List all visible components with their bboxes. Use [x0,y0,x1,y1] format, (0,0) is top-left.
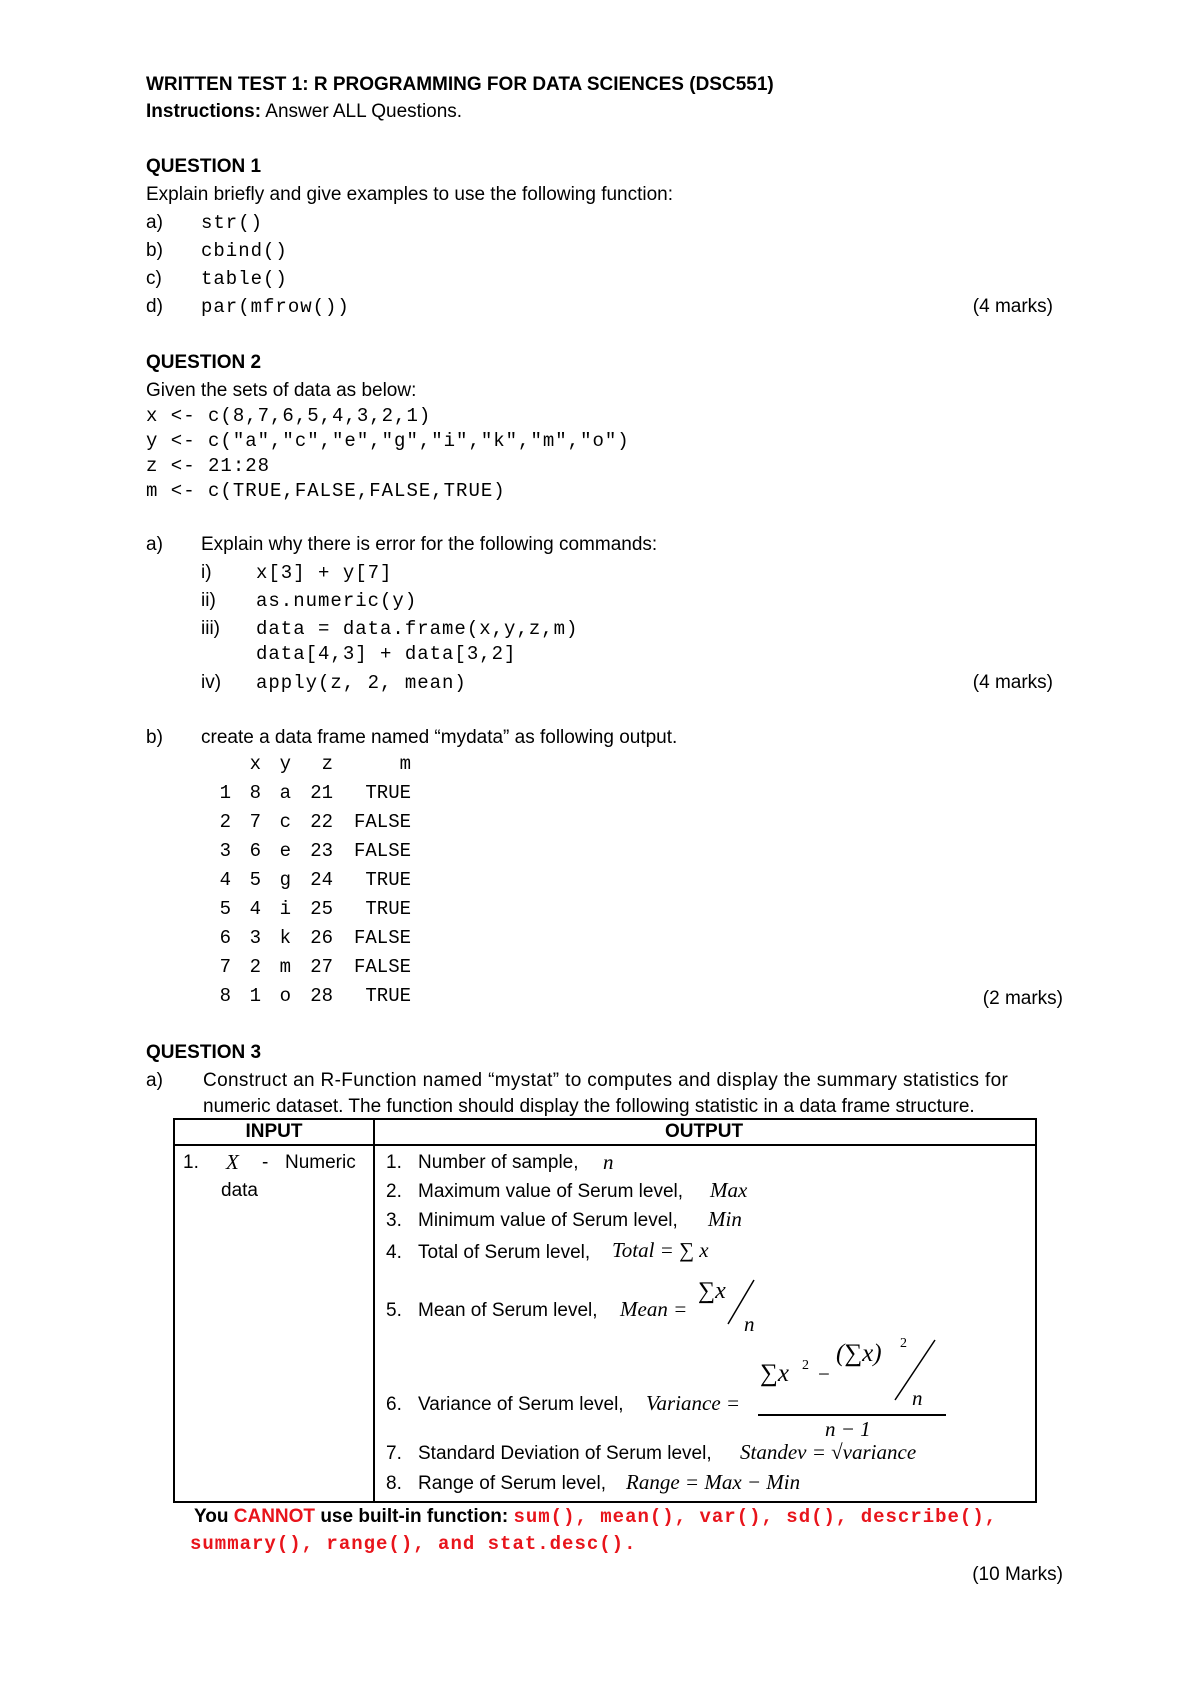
q2a-letter: a) [146,534,163,555]
output-formula: Range = Max − Min [626,1470,801,1494]
df-cell: TRUE [365,782,411,804]
q1-item-code: par(mfrow()) [201,296,350,318]
q1-item-code: str() [201,212,264,234]
instructions-text: Answer ALL Questions. [265,101,463,122]
mydata-row [213,956,411,985]
q1-item-letter: d) [146,296,163,317]
df-cell: TRUE [365,985,411,1007]
q2b-letter: b) [146,727,163,748]
mydata-row [213,811,411,840]
df-cell: a [279,782,291,804]
q3a-line2: numeric dataset. The function should display the following statistic in a data frame structure. [203,1096,975,1117]
output-formula: Max [710,1178,748,1202]
q2-heading: QUESTION 2 [146,352,262,373]
output-text: Total of Serum level, [418,1242,591,1263]
df-cell: 4 [219,869,231,891]
instructions [146,101,462,123]
q2-code-line: y <- c("a","c","e","g","i","k","m","o") [146,430,630,452]
variance-sum-paren: (∑x) [836,1340,882,1367]
output-text: Number of sample, [418,1152,579,1173]
df-header-cell: z [321,753,333,775]
variance-squared-1: 2 [802,1358,809,1373]
note-mid: use built-in function: [320,1506,509,1527]
q1-item-code: table() [201,268,288,290]
q2a-code: data = data.frame(x,y,z,m) [256,618,579,640]
output-text: Maximum value of Serum level, [418,1181,684,1202]
q3-heading: QUESTION 3 [146,1042,262,1063]
df-cell: c [279,811,291,833]
df-cell: 22 [310,811,333,833]
df-cell: FALSE [353,956,411,978]
mean-numerator: ∑x [698,1278,726,1304]
q2a-roman: iii) [201,618,220,639]
df-cell: FALSE [353,811,411,833]
table-header-output: OUTPUT [664,1121,744,1142]
df-cell: TRUE [365,869,411,891]
df-cell: i [279,898,291,920]
q2-code-line: m <- c(TRUE,FALSE,FALSE,TRUE) [146,480,506,502]
df-cell: 2 [219,811,231,833]
mydata-row [213,927,411,956]
df-cell: 5 [249,869,261,891]
df-cell: FALSE [353,927,411,949]
q3a-letter: a) [146,1070,163,1091]
df-cell: m [279,956,291,978]
exam-title: WRITTEN TEST 1: R PROGRAMMING FOR DATA SCIENCES (DSC551) [146,74,774,95]
output-num: 6. [386,1394,402,1415]
q2-code-line: x <- c(8,7,6,5,4,3,2,1) [146,405,432,427]
mydata-row [213,840,411,869]
table-column-divider [373,1120,375,1501]
df-cell: 6 [249,840,261,862]
output-text: Minimum value of Serum level, [418,1210,678,1231]
df-cell: 8 [249,782,261,804]
df-cell: 5 [219,898,231,920]
output-formula: Total = ∑ x [612,1238,709,1262]
output-num: 3. [386,1210,402,1231]
output-text: Variance of Serum level, [418,1394,624,1415]
df-cell: g [279,869,291,891]
df-cell: 23 [310,840,333,862]
df-cell: 21 [310,782,333,804]
output-num: 7. [386,1443,402,1464]
df-cell: o [279,985,291,1007]
df-cell: 26 [310,927,333,949]
variance-squared-2: 2 [900,1336,907,1351]
output-formula: Min [708,1207,742,1231]
q2a-roman: i) [201,562,212,583]
q1-item-code: cbind() [201,240,288,262]
df-cell: 7 [219,956,231,978]
df-cell: 7 [249,811,261,833]
mydata-row [213,869,411,898]
df-cell: 27 [310,956,333,978]
output-formula: Standev = √variance [740,1440,917,1464]
output-formula: n [603,1150,614,1174]
q1-item-letter: c) [146,268,162,289]
input-var: X [226,1150,239,1174]
note-prefix: You [194,1506,229,1527]
q2a-marks: (4 marks) [972,672,1053,693]
df-cell: e [279,840,291,862]
q2a-code: apply(z, 2, mean) [256,672,467,694]
output-formula: Mean = [620,1297,688,1321]
df-header-cell: x [249,753,261,775]
mydata-header-row [213,753,411,782]
instructions-label: Instructions: [146,101,262,122]
mydata-output-table [213,753,411,1014]
q3a-line1: Construct an R-Function named “mystat” to computes and display the summary statistics for [203,1070,1009,1091]
output-num: 4. [386,1242,402,1263]
note-functions-line2: summary(), range(), and stat.desc(). [190,1533,637,1555]
output-formula: Variance = [646,1391,741,1415]
q3-marks: (10 Marks) [972,1564,1063,1585]
df-cell: 8 [219,985,231,1007]
table-header-divider [175,1144,1035,1146]
output-text: Standard Deviation of Serum level, [418,1443,712,1464]
q2a-prompt: Explain why there is error for the following commands: [201,534,658,555]
df-header-cell [213,753,231,782]
q2b-marks: (2 marks) [982,988,1063,1009]
output-text: Range of Serum level, [418,1473,606,1494]
q2a-roman: ii) [201,590,216,611]
variance-inner-denominator: n [912,1386,923,1410]
df-header-cell: m [399,753,411,775]
q1-item-letter: a) [146,212,163,233]
q2a-code: as.numeric(y) [256,590,418,612]
variance-denominator: n − 1 [825,1417,871,1441]
q1-heading: QUESTION 1 [146,156,262,177]
df-cell: 1 [219,782,231,804]
df-cell: TRUE [365,898,411,920]
df-cell: 3 [249,927,261,949]
mydata-row [213,985,411,1014]
q2a-code: data[4,3] + data[3,2] [256,643,517,665]
q1-marks: (4 marks) [972,296,1053,317]
q1-prompt: Explain briefly and give examples to use the following function: [146,184,674,205]
table-header-input: INPUT [245,1121,303,1142]
output-num: 8. [386,1473,402,1494]
input-dash: - [262,1152,269,1173]
variance-fraction-bar [758,1414,946,1416]
df-cell: 28 [310,985,333,1007]
df-cell: k [279,927,291,949]
df-cell: 2 [249,956,261,978]
q1-item-letter: b) [146,240,163,261]
mean-denominator: n [744,1312,755,1336]
df-cell: 25 [310,898,333,920]
restriction-note [194,1506,997,1528]
df-cell: 24 [310,869,333,891]
note-functions-line1: sum(), mean(), var(), sd(), describe(), [513,1506,998,1528]
q2a-code: x[3] + y[7] [256,562,393,584]
variance-minus: − [818,1362,830,1386]
df-cell: 1 [249,985,261,1007]
note-cannot: CANNOT [233,1506,316,1527]
output-text: Mean of Serum level, [418,1300,598,1321]
output-num: 1. [386,1152,402,1173]
q2b-prompt: create a data frame named “mydata” as following output. [201,727,678,748]
q2-prompt: Given the sets of data as below: [146,380,417,401]
input-word-data: data [221,1180,258,1201]
mydata-row [213,898,411,927]
df-cell: 3 [219,840,231,862]
df-header-cell: y [279,753,291,775]
output-num: 5. [386,1300,402,1321]
q2a-roman: iv) [201,672,222,693]
input-word-numeric: Numeric [285,1152,356,1173]
input-num: 1. [183,1152,199,1173]
df-cell: FALSE [353,840,411,862]
output-num: 2. [386,1181,402,1202]
df-cell: 4 [249,898,261,920]
variance-numerator-sum: ∑x [760,1360,789,1387]
df-cell: 6 [219,927,231,949]
q2-code-line: z <- 21:28 [146,455,271,477]
mydata-row [213,782,411,811]
